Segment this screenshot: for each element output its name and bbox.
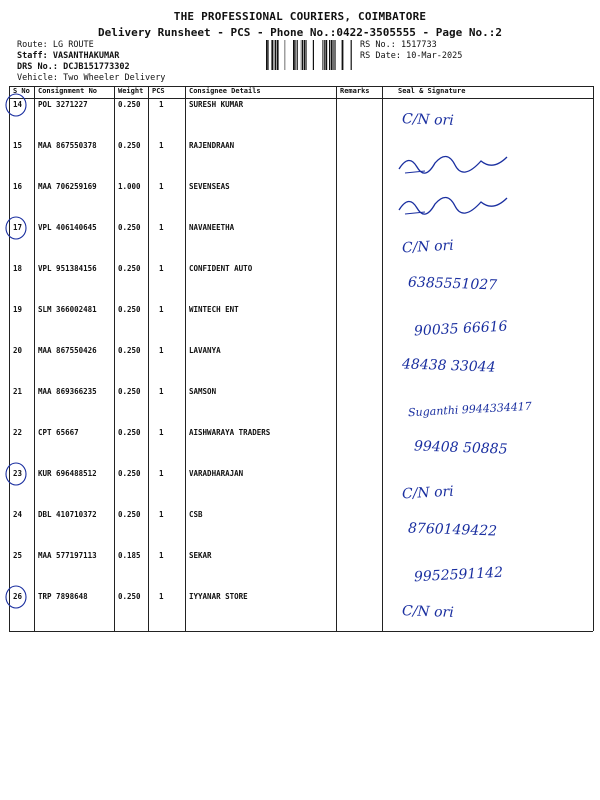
cell-consignment: VPL 406140645 (38, 223, 97, 232)
cell-sno: 17 (13, 223, 23, 232)
cell-weight: 0.250 (118, 141, 141, 150)
table-rule (9, 631, 593, 632)
cell-sno: 26 (13, 592, 23, 601)
cell-sno: 16 (13, 182, 23, 191)
cell-weight: 0.250 (118, 264, 141, 273)
cell-consignment: MAA 867550426 (38, 346, 97, 355)
route-line (17, 40, 94, 51)
signature-handwriting: C/N ori (401, 111, 454, 129)
cell-pcs: 1 (159, 223, 164, 232)
table-column-rule (593, 86, 594, 631)
table-row (9, 385, 593, 426)
table-row (9, 139, 593, 180)
cell-pcs: 1 (159, 592, 164, 601)
column-header-weight: Weight (118, 87, 144, 95)
cell-pcs: 1 (159, 264, 164, 273)
table-row (9, 590, 593, 631)
signature-handwriting: C/N ori (401, 603, 454, 621)
cell-consignee: SEKAR (189, 551, 212, 560)
cell-consignment: KUR 696488512 (38, 469, 97, 478)
table-row (9, 221, 593, 262)
cell-pcs: 1 (159, 182, 164, 191)
cell-weight: 0.250 (118, 428, 141, 437)
cell-consignment: CPT 65667 (38, 428, 79, 437)
document-title: THE PROFESSIONAL COURIERS, COIMBATORE (173, 10, 427, 23)
drs-line (17, 62, 130, 73)
cell-pcs: 1 (159, 510, 164, 519)
table-row (9, 549, 593, 590)
cell-sno: 24 (13, 510, 23, 519)
rs-date-line (360, 51, 462, 62)
signature-handwriting: 9952591142 (413, 564, 504, 586)
cell-consignment: MAA 869366235 (38, 387, 97, 396)
cell-consignment: VPL 951384156 (38, 264, 97, 273)
cell-sno: 22 (13, 428, 23, 437)
rs-date-label: RS Date: (360, 51, 401, 61)
runsheet-table (9, 86, 593, 632)
cell-weight: 0.250 (118, 346, 141, 355)
cell-sno: 23 (13, 469, 23, 478)
cell-consignee: CSB (189, 510, 203, 519)
cell-pcs: 1 (159, 141, 164, 150)
vehicle-label: Vehicle: (17, 73, 58, 83)
cell-sno: 20 (13, 346, 23, 355)
cell-consignee: NAVANEETHA (189, 223, 235, 232)
signature-handwriting: C/N ori (401, 237, 455, 257)
table-row (9, 344, 593, 385)
cell-pcs: 1 (159, 469, 164, 478)
cell-weight: 1.000 (118, 182, 141, 191)
cell-consignee: RAJENDRAAN (189, 141, 235, 150)
signature-handwriting: 48438 33044 (401, 356, 496, 376)
table-row (9, 303, 593, 344)
cell-consignee: AISHWARAYA TRADERS (189, 428, 271, 437)
pen-circle-mark (3, 461, 29, 487)
rs-no-line (360, 40, 437, 51)
cell-consignment: DBL 410710372 (38, 510, 97, 519)
cell-consignment: MAA 577197113 (38, 551, 97, 560)
cell-consignee: LAVANYA (189, 346, 221, 355)
signature-handwriting: Suganthi 9944334417 (407, 399, 533, 420)
cell-sno: 21 (13, 387, 23, 396)
table-row (9, 508, 593, 549)
rs-no-label: RS No.: (360, 40, 396, 50)
column-header-remarks: Remarks (340, 87, 370, 95)
signature-scribble (395, 186, 515, 220)
cell-sno: 14 (13, 100, 23, 109)
table-row (9, 98, 593, 139)
signature-handwriting: C/N ori (401, 483, 455, 503)
cell-consignee: SURESH KUMAR (189, 100, 244, 109)
table-row (9, 262, 593, 303)
cell-pcs: 1 (159, 428, 164, 437)
signature-handwriting: 6385551027 (407, 274, 498, 294)
cell-consignee: WINTECH ENT (189, 305, 239, 314)
cell-consignment: TRP 7898648 (38, 592, 88, 601)
document-subtitle: Delivery Runsheet - PCS - Phone No.:0422-3505555 - Page No.:2 (98, 26, 502, 39)
cell-pcs: 1 (159, 387, 164, 396)
cell-weight: 0.250 (118, 510, 141, 519)
cell-consignment: MAA 706259169 (38, 182, 97, 191)
barcode-image (266, 40, 352, 70)
cell-weight: 0.250 (118, 305, 141, 314)
column-header-consignment: Consignment No (38, 87, 98, 95)
signature-scribble (395, 145, 515, 179)
pen-circle-mark (3, 584, 29, 610)
column-header-sno: S No (13, 87, 30, 95)
cell-consignee: SAMSON (189, 387, 217, 396)
cell-consignee: IYYANAR STORE (189, 592, 248, 601)
rs-date-value: 10-Mar-2025 (406, 51, 463, 61)
cell-weight: 0.250 (118, 223, 141, 232)
cell-sno: 25 (13, 551, 23, 560)
drs-label: DRS No.: (17, 62, 58, 72)
cell-pcs: 1 (159, 346, 164, 355)
table-row (9, 180, 593, 221)
staff-label: Staff: (17, 51, 48, 61)
cell-weight: 0.185 (118, 551, 141, 560)
rs-no-value: 1517733 (400, 40, 437, 50)
cell-sno: 18 (13, 264, 23, 273)
vehicle-value: Two Wheeler Delivery (63, 73, 166, 83)
column-header-pcs: PCS (152, 87, 165, 95)
cell-consignment: MAA 867550378 (38, 141, 97, 150)
signature-handwriting: 8760149422 (407, 520, 498, 540)
cell-consignee: CONFIDENT AUTO (189, 264, 253, 273)
cell-consignment: SLM 366002481 (38, 305, 97, 314)
cell-sno: 15 (13, 141, 23, 150)
table-row (9, 467, 593, 508)
signature-handwriting: 99408 50885 (413, 438, 508, 458)
cell-pcs: 1 (159, 551, 164, 560)
signature-handwriting: 90035 66616 (413, 318, 508, 340)
table-rule (9, 86, 593, 87)
cell-weight: 0.250 (118, 592, 141, 601)
cell-pcs: 1 (159, 100, 164, 109)
column-header-seal: Seal & Signature (398, 87, 466, 95)
route-label: Route: (17, 40, 48, 50)
table-row (9, 426, 593, 467)
staff-value: VASANTHAKUMAR (52, 51, 120, 61)
cell-consignment: POL 3271227 (38, 100, 88, 109)
cell-consignee: VARADHARAJAN (189, 469, 244, 478)
cell-consignee: SEVENSEAS (189, 182, 230, 191)
cell-sno: 19 (13, 305, 23, 314)
vehicle-line (17, 73, 165, 84)
cell-weight: 0.250 (118, 100, 141, 109)
route-value: LG ROUTE (52, 40, 94, 50)
drs-value: DCJB151773302 (63, 62, 130, 72)
column-header-consignee: Consignee Details (189, 87, 261, 95)
pen-circle-mark (3, 92, 29, 118)
cell-weight: 0.250 (118, 469, 141, 478)
cell-weight: 0.250 (118, 387, 141, 396)
cell-pcs: 1 (159, 305, 164, 314)
staff-line (17, 51, 119, 62)
pen-circle-mark (3, 215, 29, 241)
